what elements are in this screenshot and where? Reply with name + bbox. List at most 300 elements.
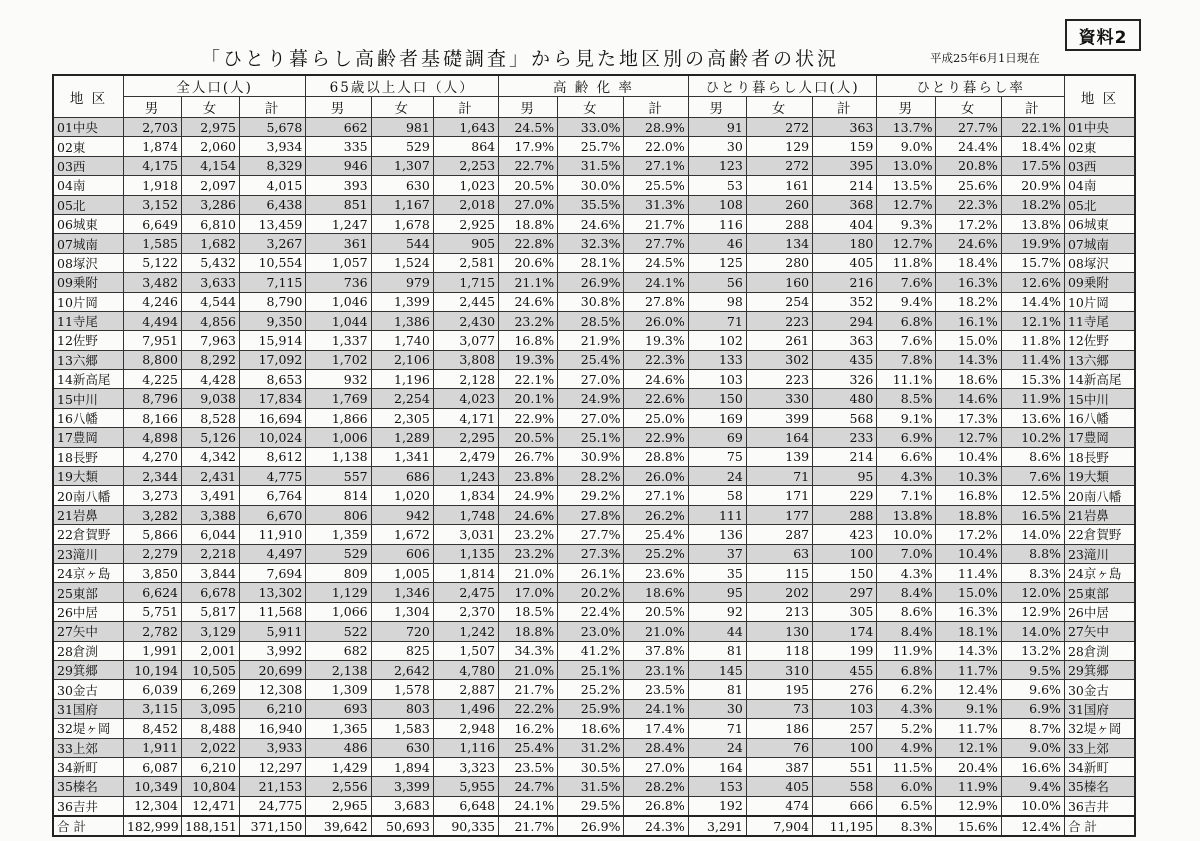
value-cell: 9,038: [181, 389, 239, 408]
table-row: [53, 195, 1135, 214]
value-cell: 24.9%: [558, 389, 624, 408]
district-name-left: 05北: [53, 195, 123, 214]
value-cell: 6,678: [181, 583, 239, 602]
value-cell: 14.0%: [1001, 525, 1064, 544]
value-cell: 1,196: [371, 370, 433, 389]
value-cell: 12.1%: [936, 738, 1001, 757]
value-cell: 23.5%: [499, 757, 558, 776]
value-cell: 2,106: [371, 350, 433, 369]
value-cell: 5,751: [123, 602, 181, 621]
value-cell: 18.4%: [1001, 137, 1064, 156]
value-cell: 4,428: [181, 370, 239, 389]
value-cell: 30.9%: [558, 447, 624, 466]
value-cell: 10,349: [123, 777, 181, 796]
subheader-female: 女: [371, 97, 433, 118]
district-name-right: 12佐野: [1064, 331, 1135, 350]
district-name-right: 35榛名: [1064, 777, 1135, 796]
value-cell: 3,286: [181, 195, 239, 214]
value-cell: 15.7%: [1001, 253, 1064, 272]
value-cell: 544: [371, 234, 433, 253]
value-cell: 662: [306, 118, 371, 137]
value-cell: 9.5%: [1001, 660, 1064, 679]
value-cell: 27.7%: [936, 118, 1001, 137]
value-cell: 4,780: [433, 660, 498, 679]
value-cell: 2,060: [181, 137, 239, 156]
value-cell: 63: [746, 544, 812, 563]
district-name-left: 34新町: [53, 757, 123, 776]
value-cell: 2,022: [181, 738, 239, 757]
value-cell: 17.3%: [936, 408, 1001, 427]
value-cell: 30.0%: [558, 176, 624, 195]
value-cell: 8,653: [240, 370, 306, 389]
table-row: [53, 350, 1135, 369]
value-cell: 9.0%: [1001, 738, 1064, 757]
value-cell: 17.9%: [499, 137, 558, 156]
subheader-total: 計: [240, 97, 306, 118]
table-row: [53, 214, 1135, 233]
value-cell: 10.0%: [877, 525, 936, 544]
value-cell: 19.9%: [1001, 234, 1064, 253]
value-cell: 12.0%: [1001, 583, 1064, 602]
value-cell: 46: [688, 234, 746, 253]
value-cell: 33.0%: [558, 118, 624, 137]
table-row: [53, 467, 1135, 486]
value-cell: 905: [433, 234, 498, 253]
value-cell: 666: [813, 796, 877, 816]
value-cell: 71: [746, 467, 812, 486]
value-cell: 5,817: [181, 602, 239, 621]
district-name-left: 17豊岡: [53, 428, 123, 447]
value-cell: 3,850: [123, 563, 181, 582]
district-name-left: 23滝川: [53, 544, 123, 563]
table-row: [53, 777, 1135, 796]
value-cell: 23.2%: [499, 311, 558, 330]
value-cell: 229: [813, 486, 877, 505]
value-cell: 3,844: [181, 563, 239, 582]
table-row: [53, 699, 1135, 718]
value-cell: 4,225: [123, 370, 181, 389]
value-cell: 25.2%: [624, 544, 688, 563]
value-cell: 7,694: [240, 563, 306, 582]
value-cell: 17.2%: [936, 525, 1001, 544]
value-cell: 1,046: [306, 292, 371, 311]
value-cell: 23.2%: [499, 544, 558, 563]
value-cell: 50,693: [371, 816, 433, 836]
value-cell: 1,337: [306, 331, 371, 350]
value-cell: 399: [746, 408, 812, 427]
value-cell: 2,254: [371, 389, 433, 408]
value-cell: 2,445: [433, 292, 498, 311]
value-cell: 7.6%: [877, 273, 936, 292]
header-living-alone-population: ひとり暮らし人口(人): [688, 75, 877, 97]
value-cell: 8.4%: [877, 583, 936, 602]
table-row: [53, 118, 1135, 137]
value-cell: 25.5%: [624, 176, 688, 195]
value-cell: 18.1%: [936, 622, 1001, 641]
value-cell: 3,491: [181, 486, 239, 505]
value-cell: 9,350: [240, 311, 306, 330]
value-cell: 1,429: [306, 757, 371, 776]
value-cell: 979: [371, 273, 433, 292]
value-cell: 1,918: [123, 176, 181, 195]
table-row: [53, 563, 1135, 582]
value-cell: 4,023: [433, 389, 498, 408]
value-cell: 98: [688, 292, 746, 311]
value-cell: 3,808: [433, 350, 498, 369]
value-cell: 474: [746, 796, 812, 816]
value-cell: 164: [746, 428, 812, 447]
value-cell: 2,581: [433, 253, 498, 272]
value-cell: 161: [746, 176, 812, 195]
value-cell: 1,309: [306, 680, 371, 699]
value-cell: 405: [813, 253, 877, 272]
value-cell: 280: [746, 253, 812, 272]
header-district-left: 地 区: [53, 75, 123, 118]
value-cell: 35.5%: [558, 195, 624, 214]
value-cell: 630: [371, 738, 433, 757]
value-cell: 8.3%: [877, 816, 936, 836]
value-cell: 103: [813, 699, 877, 718]
value-cell: 864: [433, 137, 498, 156]
district-name-right: 02東: [1064, 137, 1135, 156]
value-cell: 8.6%: [1001, 447, 1064, 466]
value-cell: 11.8%: [1001, 331, 1064, 350]
value-cell: 21.0%: [624, 622, 688, 641]
value-cell: 551: [813, 757, 877, 776]
value-cell: 736: [306, 273, 371, 292]
district-name-right: 15中川: [1064, 389, 1135, 408]
district-name-left: 16八幡: [53, 408, 123, 427]
value-cell: 3,273: [123, 486, 181, 505]
value-cell: 26.0%: [624, 311, 688, 330]
value-cell: 6.8%: [877, 660, 936, 679]
value-cell: 682: [306, 641, 371, 660]
value-cell: 330: [746, 389, 812, 408]
value-cell: 12,304: [123, 796, 181, 816]
value-cell: 7,904: [746, 816, 812, 836]
value-cell: 125: [688, 253, 746, 272]
value-cell: 3,323: [433, 757, 498, 776]
value-cell: 16,694: [240, 408, 306, 427]
value-cell: 12,308: [240, 680, 306, 699]
value-cell: 11.9%: [936, 777, 1001, 796]
value-cell: 9.1%: [877, 408, 936, 427]
value-cell: 16.5%: [1001, 505, 1064, 524]
district-name-left: 13六郷: [53, 350, 123, 369]
value-cell: 2,218: [181, 544, 239, 563]
district-name-right: 16八幡: [1064, 408, 1135, 427]
district-name-left: 10片岡: [53, 292, 123, 311]
value-cell: 116: [688, 214, 746, 233]
value-cell: 223: [746, 370, 812, 389]
value-cell: 946: [306, 156, 371, 175]
value-cell: 20.5%: [499, 428, 558, 447]
district-name-right: 03西: [1064, 156, 1135, 175]
value-cell: 15.6%: [936, 816, 1001, 836]
value-cell: 18.6%: [558, 719, 624, 738]
value-cell: 8,796: [123, 389, 181, 408]
value-cell: 24.6%: [499, 292, 558, 311]
value-cell: 486: [306, 738, 371, 757]
value-cell: 21.7%: [499, 816, 558, 836]
value-cell: 35: [688, 563, 746, 582]
value-cell: 3,031: [433, 525, 498, 544]
district-name-left: 12佐野: [53, 331, 123, 350]
value-cell: 12.7%: [936, 428, 1001, 447]
value-cell: 851: [306, 195, 371, 214]
value-cell: 19.3%: [624, 331, 688, 350]
value-cell: 30: [688, 699, 746, 718]
value-cell: 3,095: [181, 699, 239, 718]
value-cell: 1,066: [306, 602, 371, 621]
value-cell: 14.0%: [1001, 622, 1064, 641]
value-cell: 7,963: [181, 331, 239, 350]
value-cell: 287: [746, 525, 812, 544]
value-cell: 557: [306, 467, 371, 486]
subheader-male: 男: [688, 97, 746, 118]
value-cell: 7,115: [240, 273, 306, 292]
value-cell: 31.2%: [558, 738, 624, 757]
value-cell: 9.1%: [936, 699, 1001, 718]
value-cell: 25.4%: [558, 350, 624, 369]
value-cell: 294: [813, 311, 877, 330]
value-cell: 8,800: [123, 350, 181, 369]
district-name-right: 21岩鼻: [1064, 505, 1135, 524]
value-cell: 4.3%: [877, 563, 936, 582]
district-name-left: 20南八幡: [53, 486, 123, 505]
value-cell: 25.6%: [936, 176, 1001, 195]
value-cell: 2,430: [433, 311, 498, 330]
value-cell: 2,887: [433, 680, 498, 699]
district-name-left: 22倉賀野: [53, 525, 123, 544]
value-cell: 2,975: [181, 118, 239, 137]
value-cell: 12.9%: [1001, 602, 1064, 621]
value-cell: 7.0%: [877, 544, 936, 563]
header-total-population: 全人口(人): [123, 75, 305, 97]
value-cell: 1,289: [371, 428, 433, 447]
value-cell: 18.4%: [936, 253, 1001, 272]
value-cell: 1,247: [306, 214, 371, 233]
district-name-right: 26中居: [1064, 602, 1135, 621]
value-cell: 1,834: [433, 486, 498, 505]
value-cell: 21.0%: [499, 563, 558, 582]
value-cell: 26.7%: [499, 447, 558, 466]
value-cell: 214: [813, 447, 877, 466]
value-cell: 150: [813, 563, 877, 582]
value-cell: 23.0%: [558, 622, 624, 641]
district-name-right: 25東部: [1064, 583, 1135, 602]
value-cell: 1,814: [433, 563, 498, 582]
value-cell: 1,359: [306, 525, 371, 544]
district-name-right: 18長野: [1064, 447, 1135, 466]
value-cell: 6,044: [181, 525, 239, 544]
value-cell: 1,023: [433, 176, 498, 195]
value-cell: 18.6%: [624, 583, 688, 602]
district-name-left: 09乗附: [53, 273, 123, 292]
value-cell: 6,087: [123, 757, 181, 776]
value-cell: 4,494: [123, 311, 181, 330]
table-row: [53, 680, 1135, 699]
value-cell: 6,210: [181, 757, 239, 776]
value-cell: 2,556: [306, 777, 371, 796]
value-cell: 118: [746, 641, 812, 660]
district-name-right: 33上郊: [1064, 738, 1135, 757]
value-cell: 22.7%: [499, 156, 558, 175]
value-cell: 177: [746, 505, 812, 524]
value-cell: 18.6%: [936, 370, 1001, 389]
value-cell: 12.7%: [877, 234, 936, 253]
value-cell: 11,195: [813, 816, 877, 836]
value-cell: 26.9%: [558, 273, 624, 292]
district-name-left: 11寺尾: [53, 311, 123, 330]
subheader-male: 男: [306, 97, 371, 118]
value-cell: 371,150: [240, 816, 306, 836]
value-cell: 2,279: [123, 544, 181, 563]
value-cell: 15.3%: [1001, 370, 1064, 389]
value-cell: 2,370: [433, 602, 498, 621]
value-cell: 4,175: [123, 156, 181, 175]
value-cell: 10,554: [240, 253, 306, 272]
value-cell: 558: [813, 777, 877, 796]
district-name-left: 02東: [53, 137, 123, 156]
value-cell: 13.2%: [1001, 641, 1064, 660]
value-cell: 2,703: [123, 118, 181, 137]
value-cell: 11.9%: [877, 641, 936, 660]
value-cell: 12.4%: [1001, 816, 1064, 836]
value-cell: 11.4%: [1001, 350, 1064, 369]
table-row: [53, 447, 1135, 466]
value-cell: 145: [688, 660, 746, 679]
value-cell: 9.4%: [877, 292, 936, 311]
value-cell: 12,297: [240, 757, 306, 776]
value-cell: 363: [813, 118, 877, 137]
value-cell: 23.2%: [499, 525, 558, 544]
value-cell: 305: [813, 602, 877, 621]
value-cell: 21.7%: [499, 680, 558, 699]
table-row: [53, 757, 1135, 776]
value-cell: 53: [688, 176, 746, 195]
value-cell: 17,834: [240, 389, 306, 408]
value-cell: 1,578: [371, 680, 433, 699]
value-cell: 2,475: [433, 583, 498, 602]
value-cell: 5,866: [123, 525, 181, 544]
value-cell: 21.1%: [499, 273, 558, 292]
value-cell: 7.6%: [877, 331, 936, 350]
district-name-left: 08塚沢: [53, 253, 123, 272]
value-cell: 4,856: [181, 311, 239, 330]
value-cell: 942: [371, 505, 433, 524]
value-cell: 6,624: [123, 583, 181, 602]
value-cell: 18.2%: [936, 292, 1001, 311]
value-cell: 6.2%: [877, 680, 936, 699]
value-cell: 24.6%: [499, 505, 558, 524]
value-cell: 139: [746, 447, 812, 466]
value-cell: 326: [813, 370, 877, 389]
value-cell: 8,488: [181, 719, 239, 738]
value-cell: 272: [746, 156, 812, 175]
value-cell: 27.3%: [558, 544, 624, 563]
value-cell: 1,769: [306, 389, 371, 408]
value-cell: 4.3%: [877, 467, 936, 486]
value-cell: 12.9%: [936, 796, 1001, 816]
value-cell: 25.4%: [624, 525, 688, 544]
value-cell: 9.0%: [877, 137, 936, 156]
district-name-left: 36吉井: [53, 796, 123, 816]
value-cell: 10.4%: [936, 447, 1001, 466]
value-cell: 6,764: [240, 486, 306, 505]
value-cell: 4,015: [240, 176, 306, 195]
district-name-left: 25東部: [53, 583, 123, 602]
value-cell: 15.0%: [936, 331, 1001, 350]
value-cell: 4,246: [123, 292, 181, 311]
subheader-male: 男: [123, 97, 181, 118]
value-cell: 90,335: [433, 816, 498, 836]
value-cell: 5,432: [181, 253, 239, 272]
table-row: [53, 505, 1135, 524]
value-cell: 182,999: [123, 816, 181, 836]
value-cell: 17.5%: [1001, 156, 1064, 175]
table-row: [53, 428, 1135, 447]
value-cell: 26.9%: [558, 816, 624, 836]
district-name-right: 36吉井: [1064, 796, 1135, 816]
value-cell: 115: [746, 563, 812, 582]
value-cell: 568: [813, 408, 877, 427]
value-cell: 22.9%: [624, 428, 688, 447]
value-cell: 28.1%: [558, 253, 624, 272]
value-cell: 254: [746, 292, 812, 311]
value-cell: 1,866: [306, 408, 371, 427]
table-row: [53, 641, 1135, 660]
district-name-right: 01中央: [1064, 118, 1135, 137]
value-cell: 16.1%: [936, 311, 1001, 330]
value-cell: 11.5%: [877, 757, 936, 776]
value-cell: 27.1%: [624, 486, 688, 505]
value-cell: 11.4%: [936, 563, 1001, 582]
value-cell: 22.0%: [624, 137, 688, 156]
value-cell: 28.5%: [558, 311, 624, 330]
value-cell: 11,568: [240, 602, 306, 621]
district-name-left: 14新高尾: [53, 370, 123, 389]
value-cell: 932: [306, 370, 371, 389]
value-cell: 1,341: [371, 447, 433, 466]
value-cell: 806: [306, 505, 371, 524]
header-aging-rate: 高 齢 化 率: [499, 75, 689, 97]
value-cell: 1,242: [433, 622, 498, 641]
value-cell: 2,344: [123, 467, 181, 486]
value-cell: 37: [688, 544, 746, 563]
value-cell: 455: [813, 660, 877, 679]
value-cell: 25.9%: [558, 699, 624, 718]
subheader-male: 男: [877, 97, 936, 118]
value-cell: 3,934: [240, 137, 306, 156]
value-cell: 809: [306, 563, 371, 582]
value-cell: 2,138: [306, 660, 371, 679]
value-cell: 24.9%: [499, 486, 558, 505]
district-name-right: 30金古: [1064, 680, 1135, 699]
table-row: [53, 796, 1135, 816]
value-cell: 6,810: [181, 214, 239, 233]
value-cell: 1,507: [433, 641, 498, 660]
value-cell: 27.1%: [624, 156, 688, 175]
value-cell: 10,804: [181, 777, 239, 796]
value-cell: 95: [813, 467, 877, 486]
value-cell: 10.0%: [1001, 796, 1064, 816]
value-cell: 3,291: [688, 816, 746, 836]
value-cell: 297: [813, 583, 877, 602]
table-row: [53, 408, 1135, 427]
value-cell: 71: [688, 311, 746, 330]
value-cell: 41.2%: [558, 641, 624, 660]
